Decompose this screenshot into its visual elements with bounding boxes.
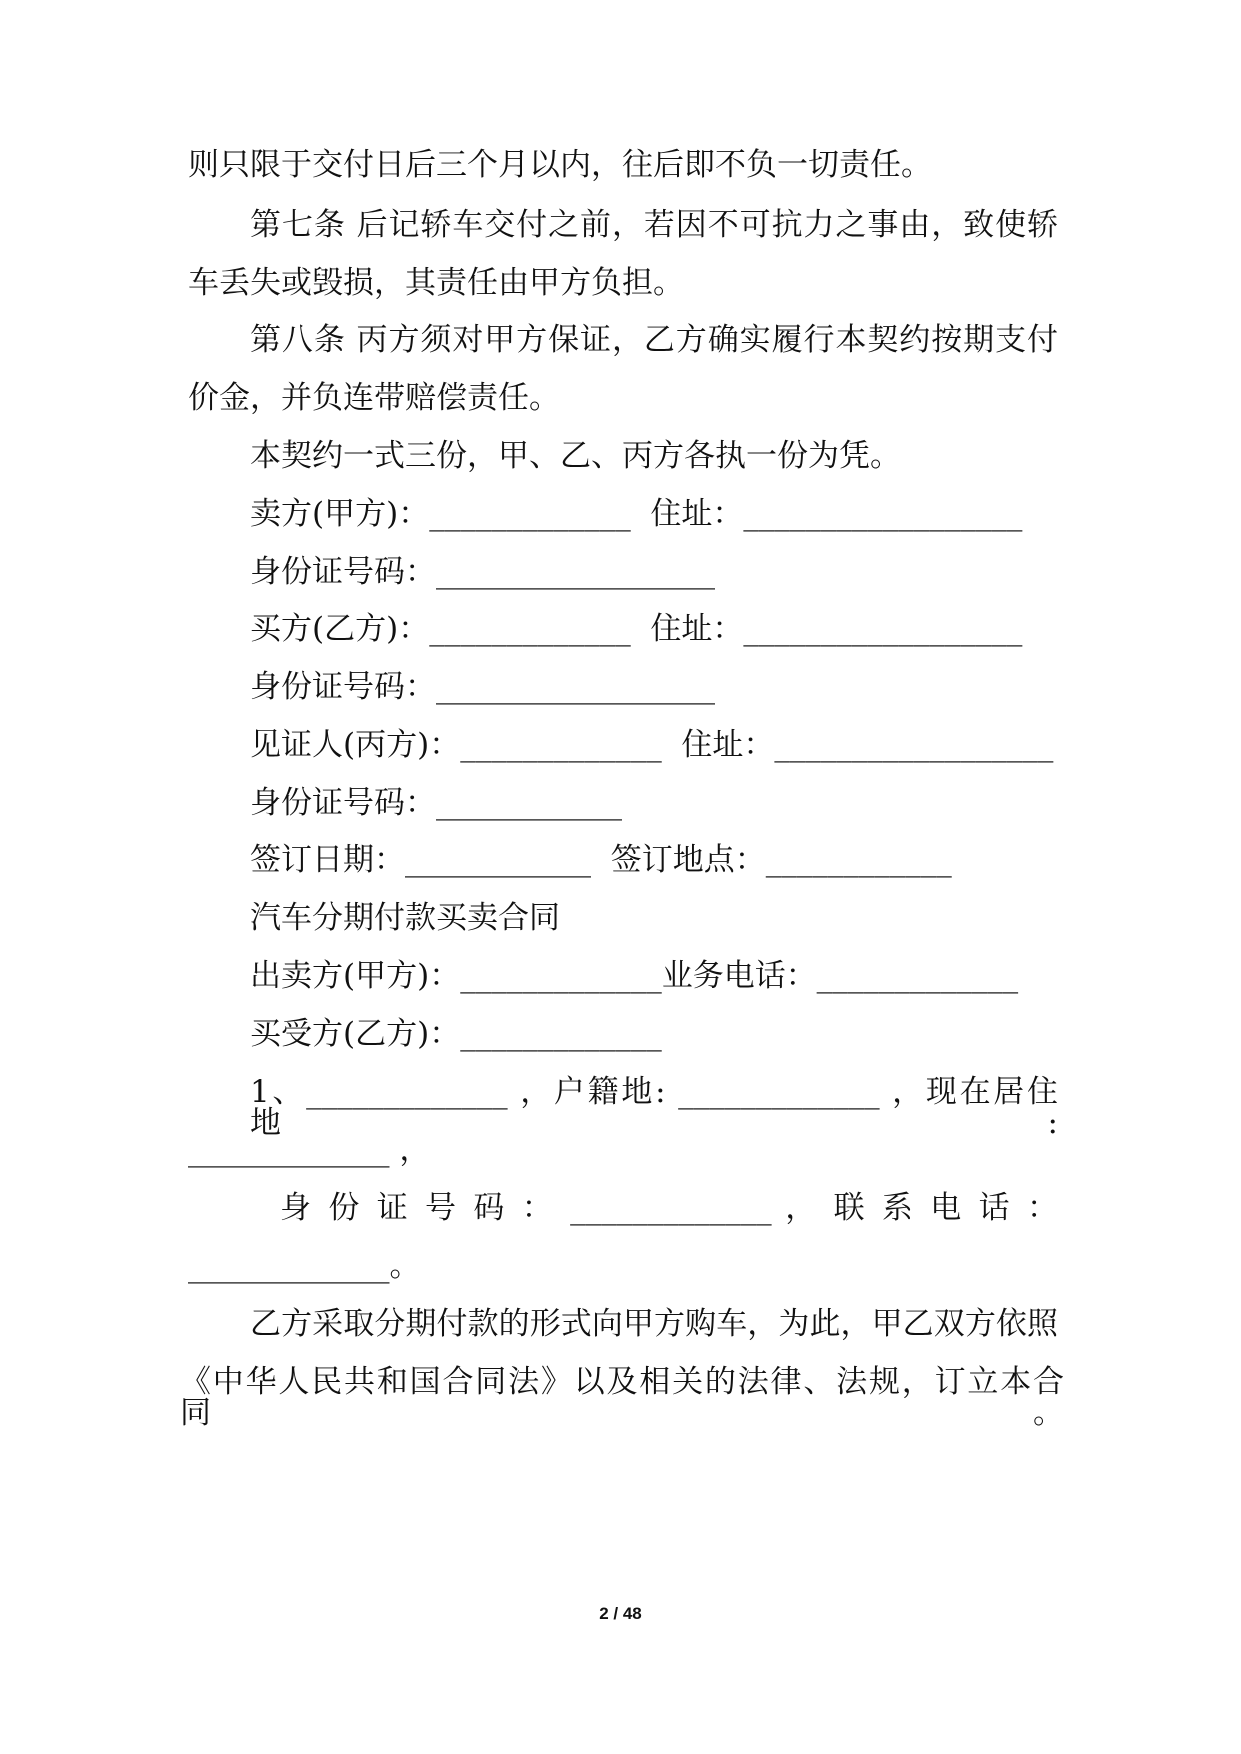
buyer-id-field: 身份证号码：__________________ <box>250 669 715 705</box>
buyer-field: 买方(乙方)：_____________ 住址：__________________ <box>250 611 1023 647</box>
witness-field: 见证人(丙方)：_____________ 住址：__________________ <box>250 727 1054 763</box>
page-number: 2 / 48 <box>599 1604 642 1623</box>
buyer-detail-line: 1、_____________ ，户籍地: _____________ ，现在居住地: <box>250 1074 1058 1141</box>
body-line: _____________ ， <box>188 1132 431 1168</box>
body-line: 《中华人民共和国合同法》以及相关的法律、法规，订立本合同。 <box>180 1364 1064 1431</box>
clause-7-line: 第七条 后记轿车交付之前，若因不可抗力之事由，致使轿 <box>250 207 1058 243</box>
body-line: 则只限于交付日后三个月以内，往后即不负一切责任。 <box>188 147 932 183</box>
signing-date-place-field: 签订日期：____________ 签订地点：____________ <box>250 842 952 878</box>
body-line: 车丢失或毁损，其责任由甲方负担。 <box>188 265 684 301</box>
body-line: 价金，并负连带赔偿责任。 <box>188 380 560 416</box>
seller-field: 卖方(甲方)：_____________ 住址：__________________ <box>250 496 1023 532</box>
body-line: _____________。 <box>188 1248 421 1284</box>
clause-8-line: 第八条 丙方须对甲方保证，乙方确实履行本契约按期支付 <box>250 322 1058 358</box>
body-line: 乙方采取分期付款的形式向甲方购车，为此，甲乙双方依照 <box>250 1306 1058 1342</box>
seller-id-field: 身份证号码：__________________ <box>250 554 715 590</box>
buyer-party-field: 买受方(乙方)：_____________ <box>250 1016 662 1052</box>
seller-party-field: 出卖方(甲方)：_____________业务电话：_____________ <box>250 958 1019 994</box>
contract-title: 汽车分期付款买卖合同 <box>250 900 560 936</box>
copies-line: 本契约一式三份，甲、乙、丙方各执一份为凭。 <box>250 438 901 474</box>
id-phone-line: 身 份 证 号 码 ： _____________ ， 联 系 电 话 ： <box>280 1190 1058 1226</box>
witness-id-field: 身份证号码：____________ <box>250 785 622 821</box>
